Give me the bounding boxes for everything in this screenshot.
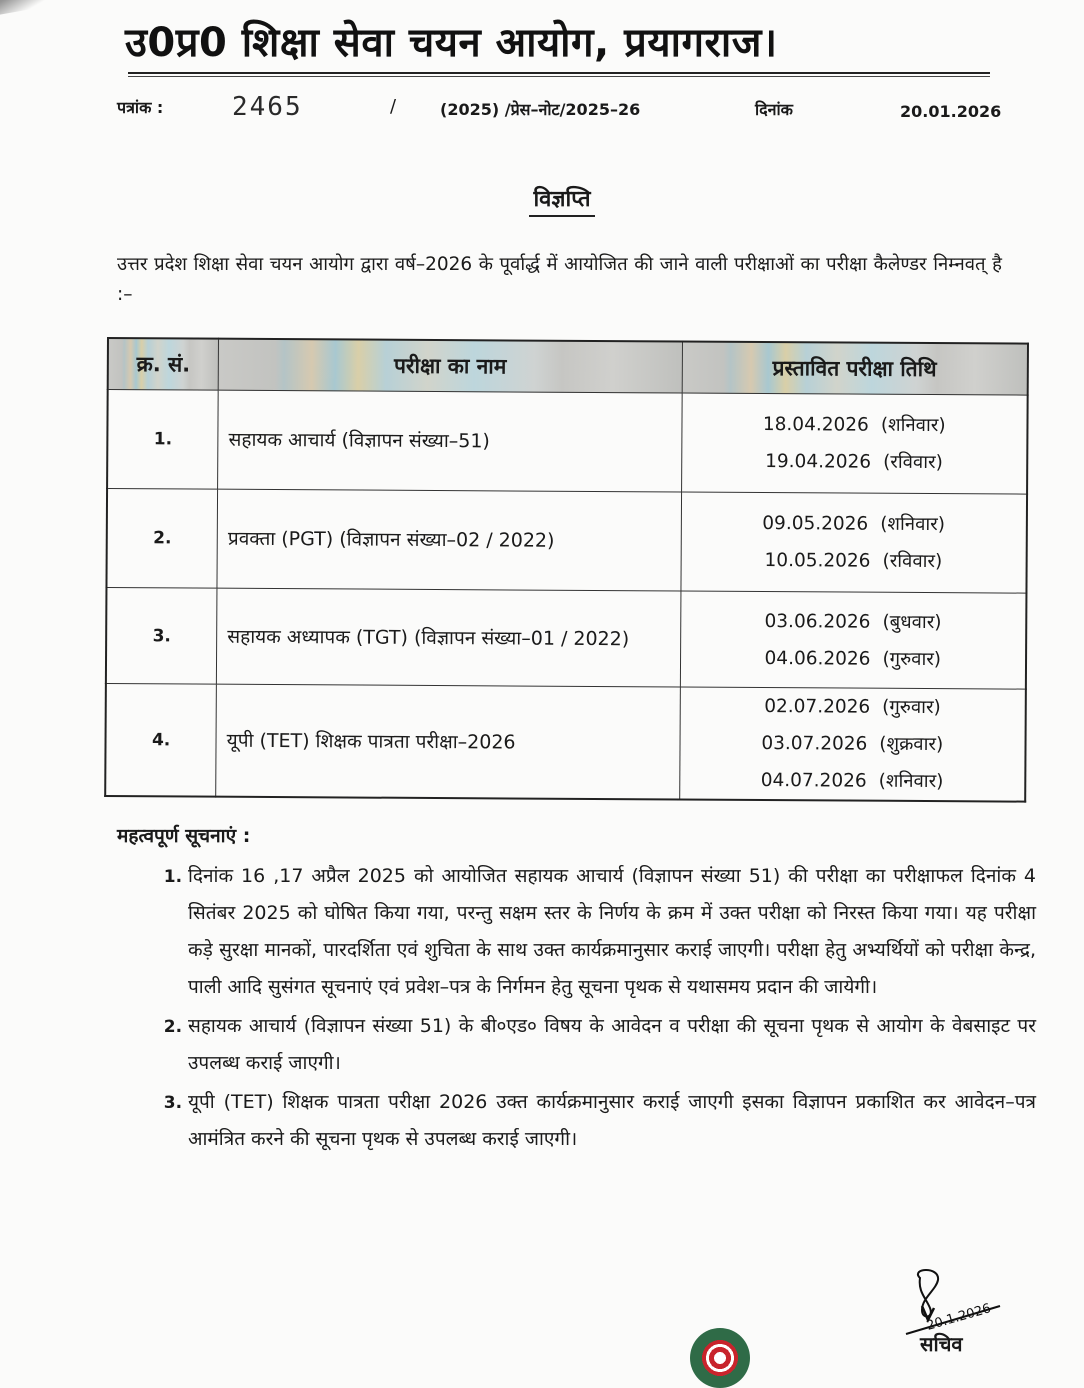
important-notes-heading: महत्वपूर्ण सूचनाएं : (117, 825, 251, 847)
table-row (106, 489, 1027, 594)
exam-name: प्रवक्ता (PGT) (विज्ञापन संख्या–02 / 2022) (217, 489, 681, 591)
table-row (105, 683, 1026, 801)
exam-name: यूपी (TET) शिक्षक पात्रता परीक्षा–2026 (216, 684, 680, 799)
exam-date: 09.05.2026 (762, 513, 869, 535)
table-header-row (108, 338, 1028, 395)
date-entry (681, 505, 1026, 544)
header-serial: क्र. सं. (108, 338, 219, 390)
exam-date: 19.04.2026 (765, 451, 872, 473)
exam-date: 18.04.2026 (762, 414, 869, 436)
date-entry (680, 725, 1025, 764)
title-underline-secondary (128, 76, 990, 77)
exam-date: 04.07.2026 (760, 770, 867, 792)
exam-day: (बुधवार) (882, 611, 942, 633)
title-underline (128, 72, 990, 74)
date-entry (680, 688, 1025, 727)
signature-date: 20.1.2026 (924, 1301, 993, 1334)
exam-day: (रविवार) (883, 451, 943, 474)
exam-calendar-table (104, 337, 1029, 803)
exam-day: (गुरुवार) (882, 648, 942, 670)
reference-line (0, 92, 1084, 126)
date-label: दिनांक (755, 100, 793, 119)
exam-day: (शनिवार) (880, 414, 946, 437)
date-entry (682, 443, 1027, 482)
date-entry (681, 602, 1026, 641)
organization-title: उ0प्र0 शिक्षा सेवा चयन आयोग, प्रयागराज। (125, 20, 778, 66)
ref-number-handwritten: 2465 (232, 92, 303, 122)
exam-dates (680, 591, 1027, 689)
exam-day: (शनिवार) (880, 513, 946, 536)
exam-day: (शनिवार) (878, 770, 944, 793)
note-item: 1. दिनांक 16 ,17 अप्रैल 2025 को आयोजित सहायक आचार्य (विज्ञापन संख्या 51) की परीक्षा का परीक्षाफल दिनांक 4 सितंबर 2025 को घोषित किया गया, परन्तु सक्षम स्तर के निर्णय के क्रम में उक्त परीक्षा को निरस्त किया गया। यह परीक्षा कड़े सुरक्षा मानकों, पारदर्शिता एवं शुचिता के साथ उक्त कार्यक्रमानुसार कराई जाएगी। परीक्षा हेतु अभ्यर्थियों को परीक्षा केन्द्र, पाली आदि सुसंगत सूचनाएं एवं प्रवेश–पत्र के निर्गमन हेतु सूचना पृथक से यथासमय प्रदान की जायेगी। (188, 858, 1036, 1006)
table-row (107, 390, 1028, 495)
intro-paragraph: उत्तर प्रदेश शिक्षा सेवा चयन आयोग द्वारा वर्ष–2026 के पूर्वार्द्ध में आयोजित की जाने वाली परीक्षाओं का परीक्षा कैलेण्डर निम्नवत् है :– (117, 254, 1002, 305)
exam-date: 03.07.2026 (761, 733, 868, 755)
exam-date: 10.05.2026 (764, 550, 871, 572)
important-notes-list (150, 858, 1036, 1160)
date-entry (681, 542, 1026, 581)
exam-name: सहायक अध्यापक (TGT) (विज्ञापन संख्या–01 / 2022) (217, 588, 681, 687)
signatory-title: सचिव (920, 1332, 963, 1356)
exam-day: (शुक्रवार) (879, 733, 944, 756)
seal-icon (690, 1328, 750, 1388)
exam-date: 04.06.2026 (764, 647, 871, 670)
serial-number: 2. (106, 489, 217, 589)
notice-heading-text: विज्ञप्ति (529, 183, 594, 217)
ref-label: पत्रांक : (117, 98, 164, 117)
exam-dates (681, 393, 1028, 494)
exam-date: 02.07.2026 (764, 696, 871, 718)
exam-day: (रविवार) (882, 550, 943, 573)
note-item: 3. यूपी (TET) शिक्षक पात्रता परीक्षा 2026 उक्त कार्यक्रमानुसार कराई जाएगी इसका विज्ञापन प्रकाशित कर आवेदन–पत्र आमंत्रित करने की सूचना पृथक से उपलब्ध कराई जाएगी। (188, 1084, 1036, 1158)
header-exam-name: परीक्षा का नाम (218, 339, 682, 393)
exam-day: (गुरुवार) (882, 696, 941, 719)
table-row (106, 588, 1027, 690)
date-value: 20.01.2026 (900, 102, 1002, 121)
ref-suffix: (2025) /प्रेस–नोट/2025–26 (440, 100, 641, 119)
serial-number: 3. (106, 588, 217, 685)
exam-name: सहायक आचार्य (विज्ञापन संख्या–51) (218, 390, 682, 492)
page-corner-shadow (0, 0, 72, 18)
note-item: 2. सहायक आचार्य (विज्ञापन संख्या 51) के बी०एड० विषय के आवेदन व परीक्षा की सूचना पृथक से आयोग के वेबसाइट पर उपलब्ध कराई जाएगी। (188, 1008, 1036, 1082)
exam-date: 03.06.2026 (764, 610, 871, 633)
exam-dates (680, 492, 1027, 593)
header-proposed-date: प्रस्तावित परीक्षा तिथि (682, 342, 1028, 396)
serial-number: 1. (107, 390, 218, 490)
ref-separator: / (390, 96, 397, 117)
date-entry (680, 639, 1025, 678)
date-entry (680, 762, 1025, 801)
exam-dates (679, 687, 1026, 802)
serial-number: 4. (105, 683, 216, 796)
date-entry (682, 406, 1027, 445)
notice-heading (0, 183, 1084, 217)
